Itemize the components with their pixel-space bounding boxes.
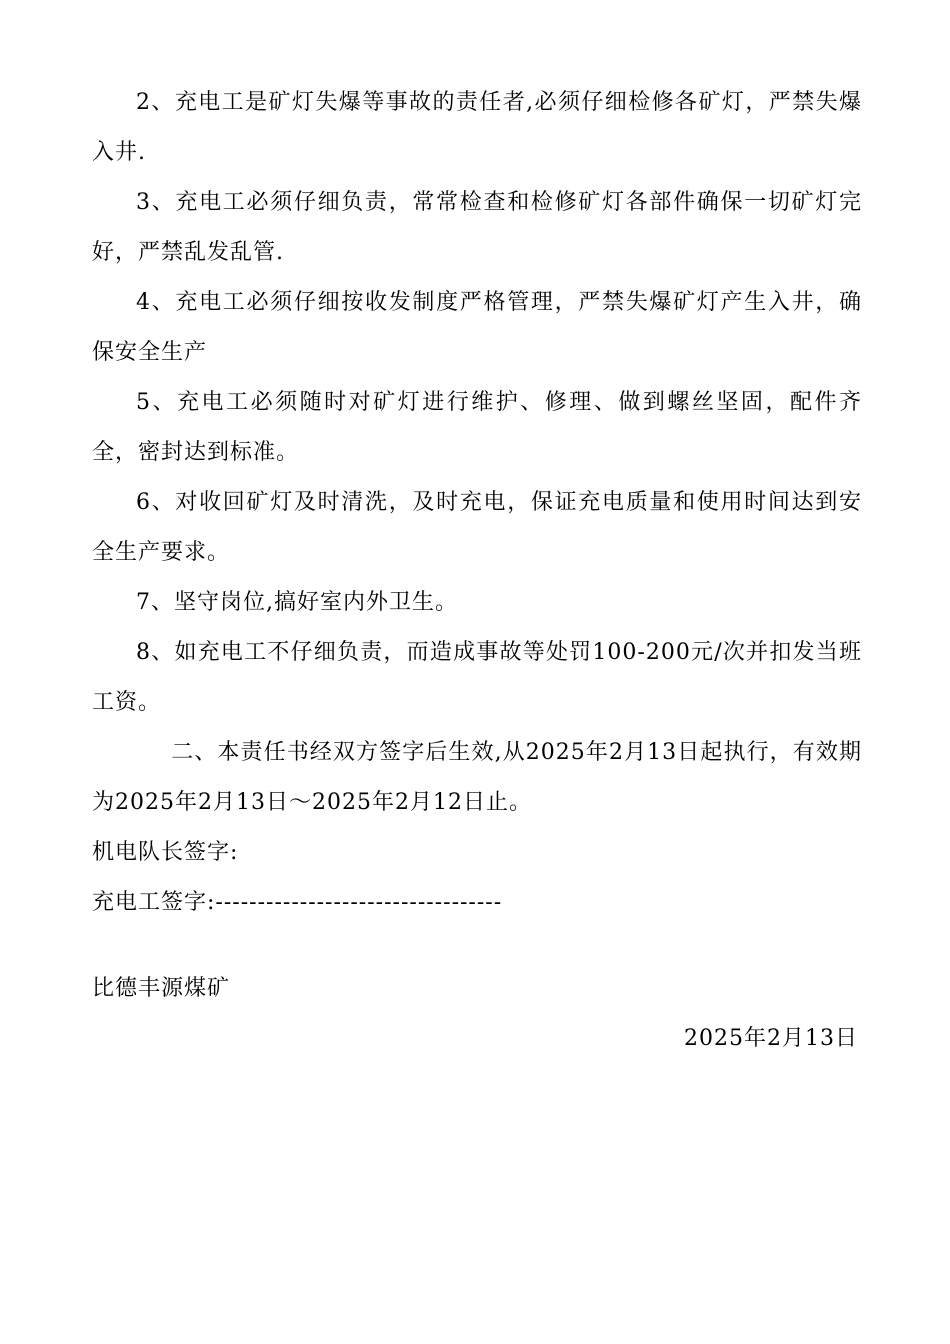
section-two-effective: 二、本责任书经双方签字后生效,从2025年2月13日起执行，有效期为2025年2月13日～2025年2月12日止。 — [92, 740, 862, 815]
clause-3: 3、充电工必须仔细负责，常常检查和检修矿灯各部件确保一切矿灯完好，严禁乱发乱管. — [92, 190, 862, 265]
clause-4: 4、充电工必须仔细按收发制度严格管理，严禁失爆矿灯产生入井，确保安全生产 — [92, 290, 862, 365]
charger-signature-row — [92, 878, 862, 928]
company-name: 比德丰源煤矿 — [92, 976, 231, 1001]
clause-2: 2、充电工是矿灯失爆等事故的责任者,必须仔细检修各矿灯，严禁失爆入井. — [92, 90, 862, 165]
clause-7: 7、坚守岗位,搞好室内外卫生。 — [136, 590, 458, 615]
charger-signature-line: ---------------------------------- — [215, 890, 503, 915]
clause-6: 6、对收回矿灯及时清洗，及时充电，保证充电质量和使用时间达到安全生产要求。 — [92, 490, 862, 565]
spacer — [92, 928, 862, 964]
clause-8: 8、如充电工不仔细负责，而造成事故等处罚100-200元/次并扣发当班工资。 — [92, 640, 862, 715]
clause-5: 5、充电工必须随时对矿灯进行维护、修理、做到螺丝坚固，配件齐全，密封达到标准。 — [92, 390, 862, 465]
document-date: 2025年2月13日 — [684, 1026, 858, 1051]
charger-signature-label: 充电工签字: — [92, 890, 216, 915]
captain-signature-label: 机电队长签字: — [92, 840, 239, 865]
document-page — [92, 78, 862, 1064]
